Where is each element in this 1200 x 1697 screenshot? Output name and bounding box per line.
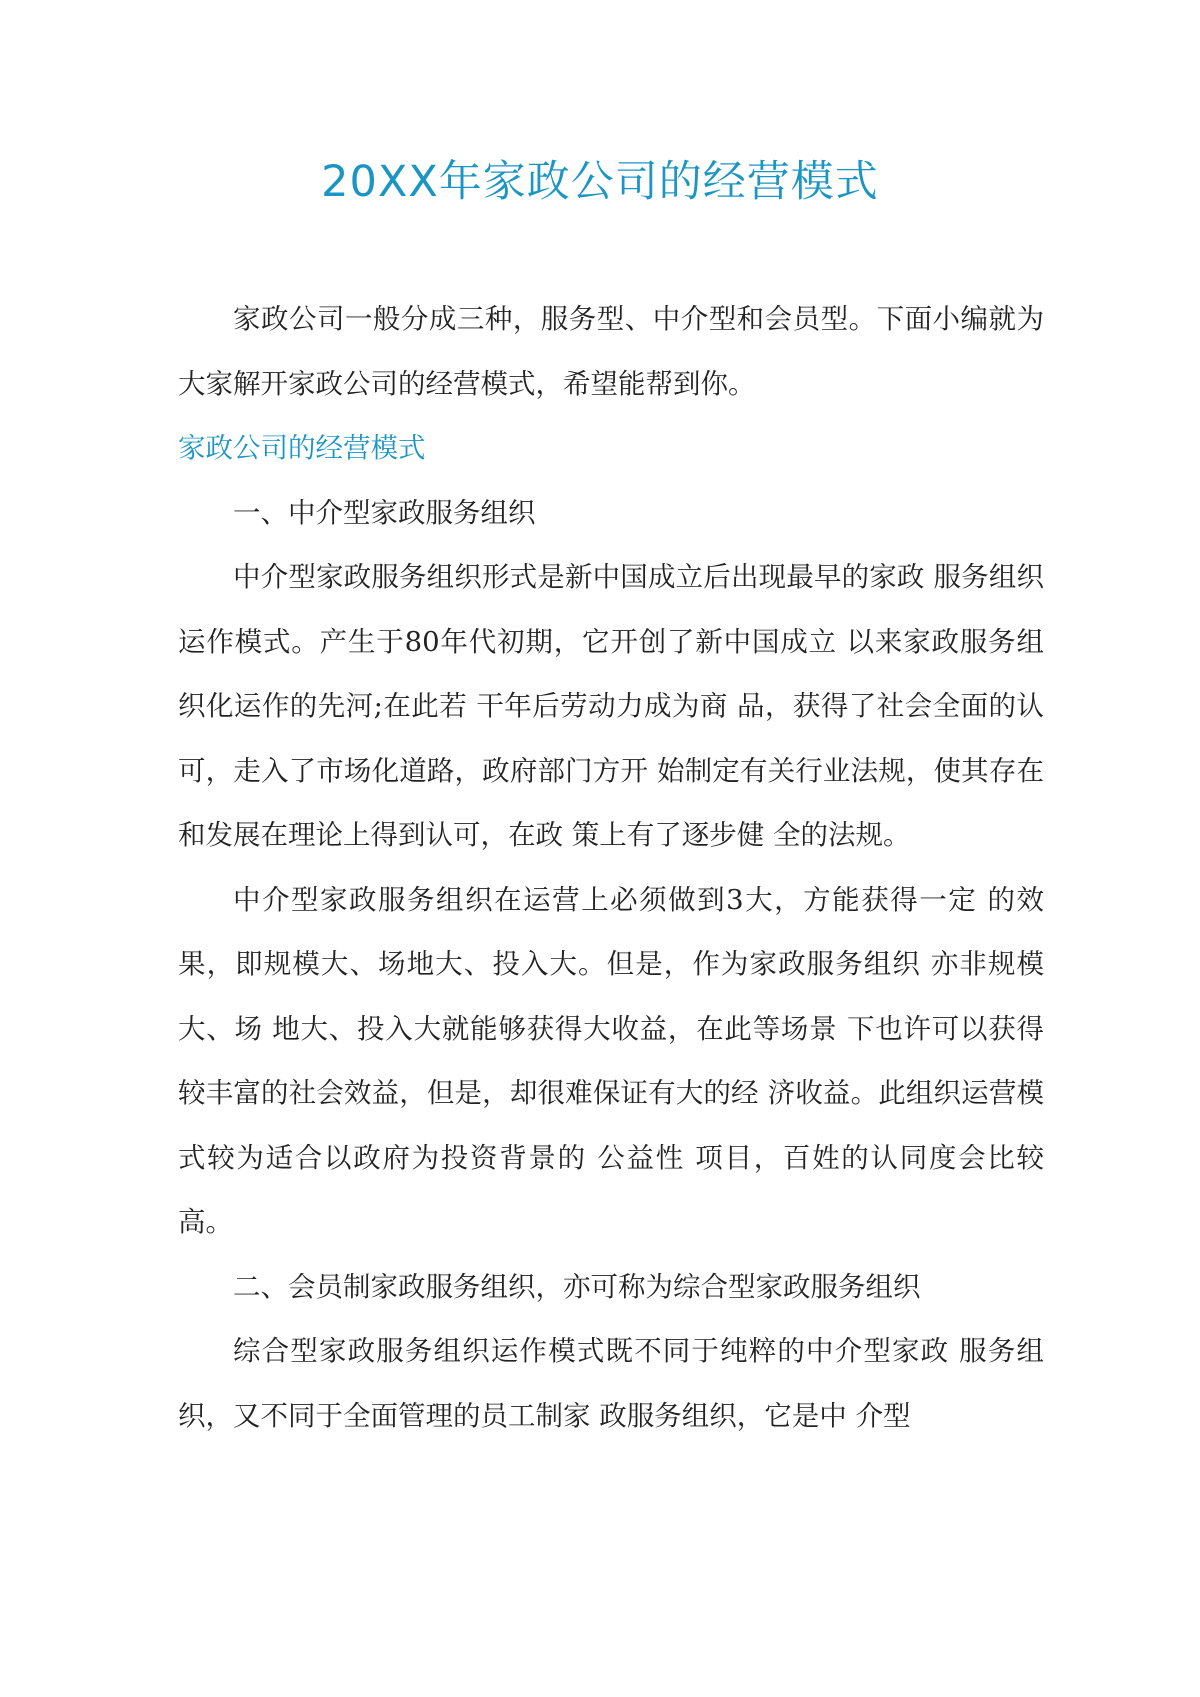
paragraph-3: 综合型家政服务组织运作模式既不同于纯粹的中介型家政 服务组织，又不同于全面管理的员工制家 政服务组织，它是中 介型 [178, 1335, 1044, 1432]
intro-paragraph: 家政公司一般分成三种，服务型、中介型和会员型。下面小编就为大家解开家政公司的经营模式，希望能帮到你。 [178, 303, 1044, 400]
document-body [178, 287, 1044, 1448]
document-title: 20XX年家政公司的经营模式 [321, 157, 879, 207]
section-heading-1: 一、中介型家政服务组织 [233, 496, 536, 529]
section-heading-2: 二、会员制家政服务组织，亦可称为综合型家政服务组织 [233, 1270, 921, 1303]
paragraph-1: 中介型家政服务组织形式是新中国成立后出现最早的家政 服务组织运作模式。产生于80年代初期，它开创了新中国成立 以来家政服务组织化运作的先河;在此若 干年后劳动力成为商 品，获得了社会全面的认可，走入了市场化道路，政府部门方开 始制定有关行业法规，使其存在和发展在理论上得到认可，在政 策上有了逐步健 全的法规。 [178, 561, 1044, 851]
paragraph-2: 中介型家政服务组织在运营上必须做到3大，方能获得一定 的效果，即规模大、场地大、投入大。但是，作为家政服务组织 亦非规模大、场 地大、投入大就能够获得大收益，在此等场景 下也许可以获得较丰富的社会效益，但是，却很难保证有大的经 济收益。此组织运营模式较为适合以政府为投资背景的 公益性 项目，百姓的认同度会比较高。 [178, 883, 1044, 1238]
section-link[interactable]: 家政公司的经营模式 [178, 432, 426, 464]
